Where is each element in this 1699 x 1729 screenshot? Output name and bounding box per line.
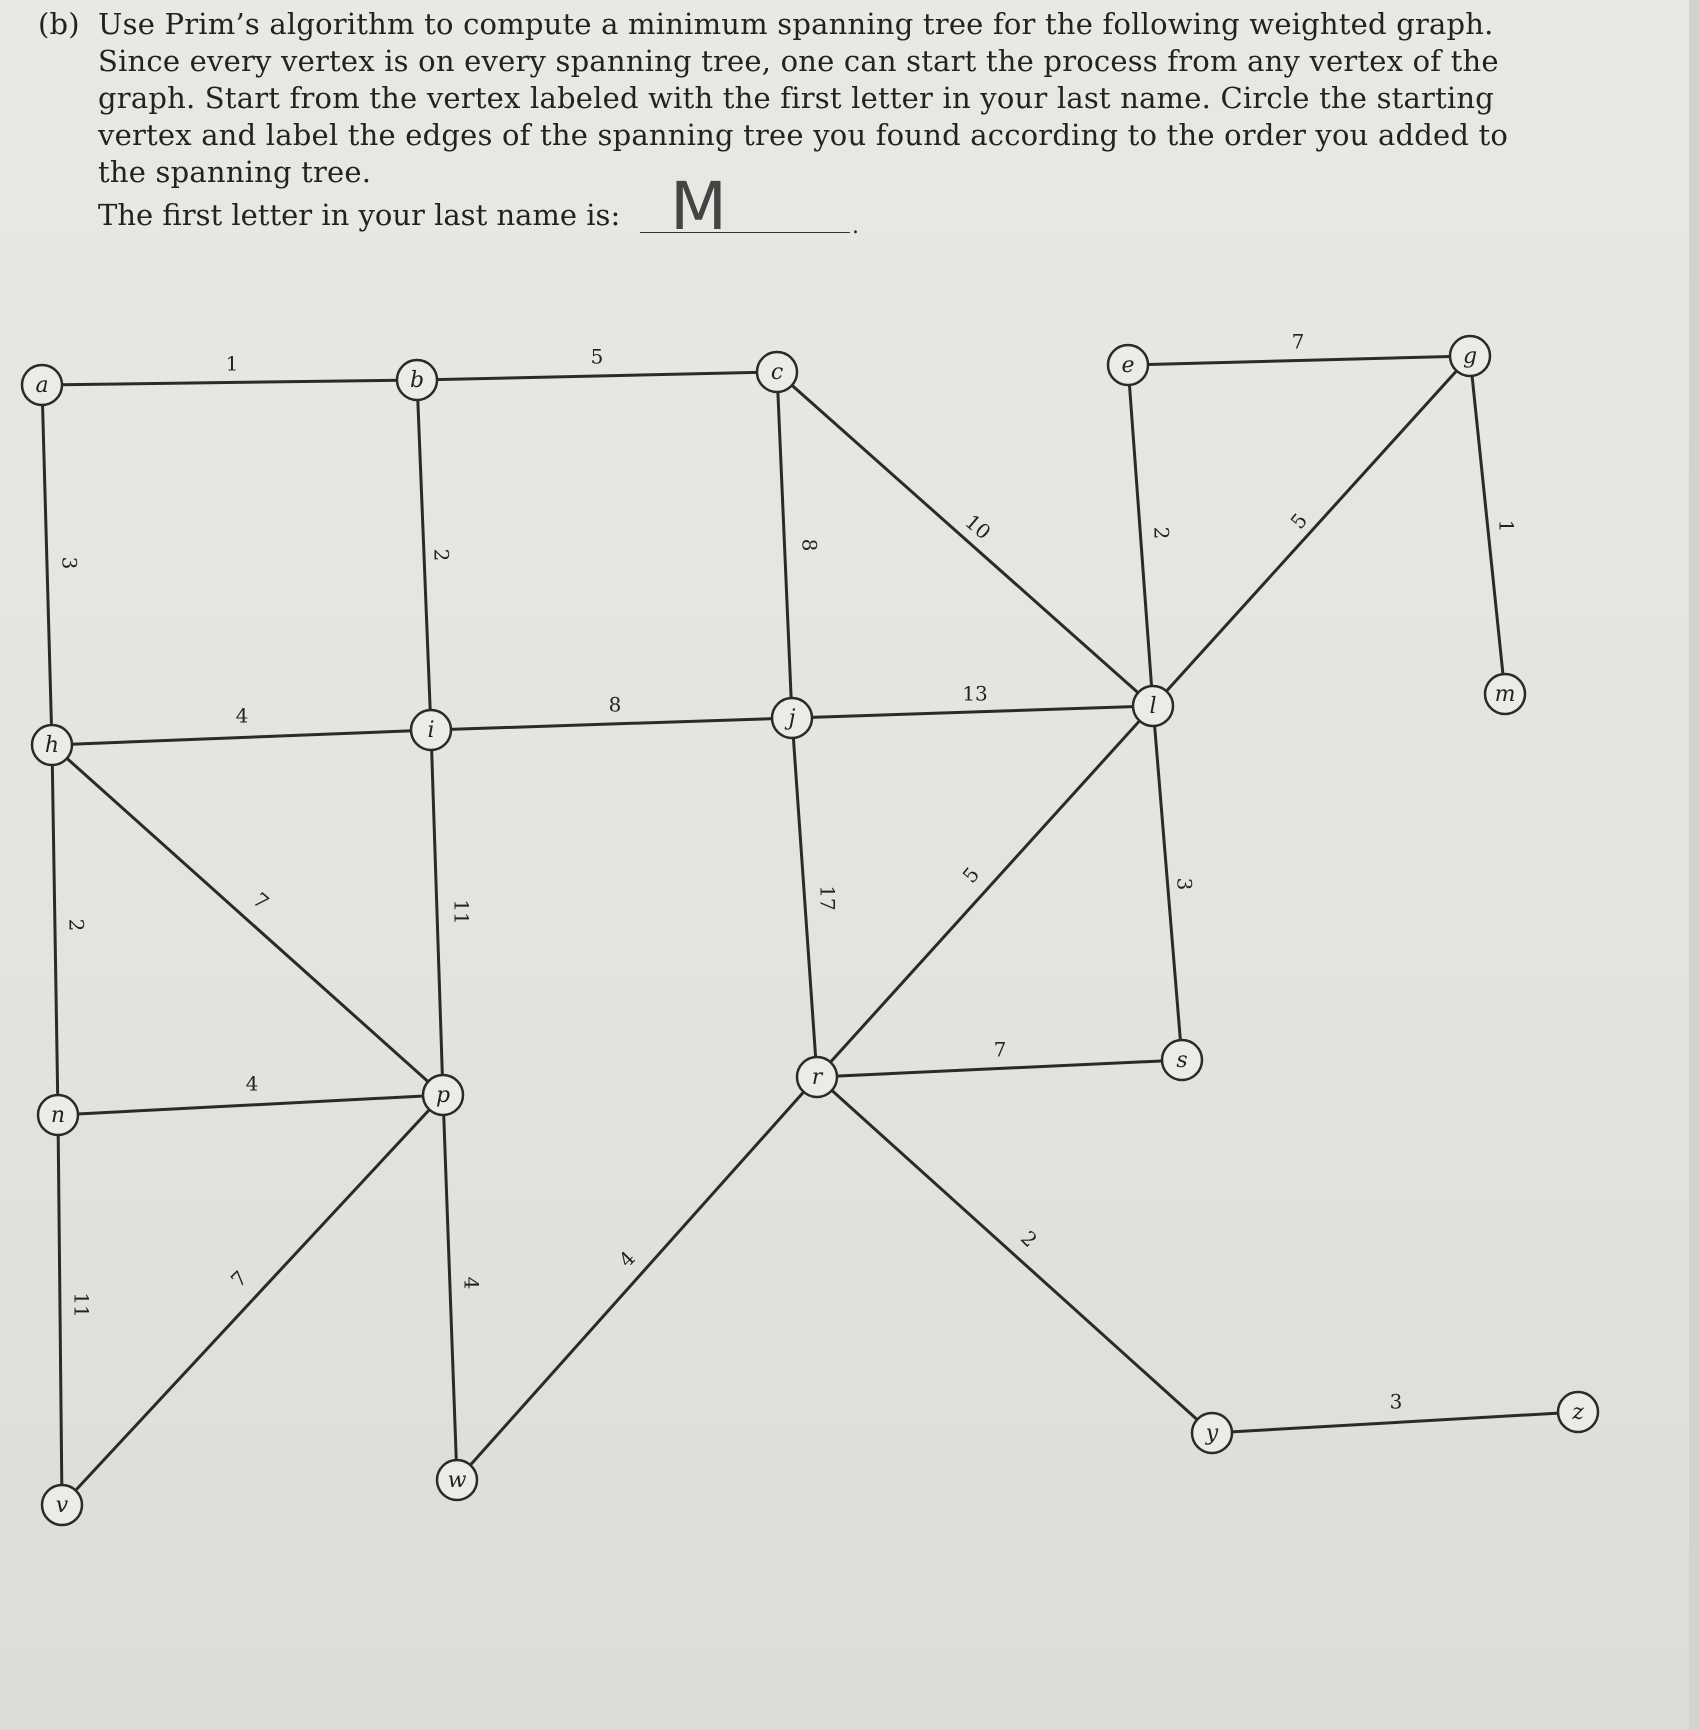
- edge-weight-j-l: 13: [962, 681, 988, 706]
- vertex-label-y: y: [1205, 1421, 1219, 1446]
- edge-weight-a-b: 1: [225, 351, 239, 376]
- vertex-label-r: r: [811, 1065, 823, 1090]
- vertex-label-e: e: [1121, 353, 1135, 378]
- edge-b-c: [417, 372, 777, 380]
- vertex-g: [1450, 336, 1490, 376]
- edge-j-l: [792, 706, 1153, 718]
- edge-i-p: [431, 730, 443, 1095]
- vertex-p: [423, 1075, 463, 1115]
- edge-weight-g-m: 1: [1494, 519, 1519, 533]
- edge-i-j: [431, 718, 792, 730]
- answer-prompt: The first letter in your last name is:: [98, 198, 621, 232]
- edge-weight-h-n: 2: [64, 918, 89, 932]
- edge-a-h: [42, 385, 52, 745]
- vertex-label-j: j: [788, 706, 796, 731]
- edge-h-p: [52, 745, 443, 1095]
- edge-e-g: [1128, 356, 1470, 365]
- problem-text: Use Prim’s algorithm to compute a minimum spanning tree for the following weighted graph. Since every vertex is on every spanning tree, one can start the process from any vertex of the graph. Start from the vertex labeled with the first letter in your last name. Circle the starting vertex and label the edges of the spanning tree you found according to the order you added to the spanning tree.: [98, 7, 1509, 189]
- vertex-label-s: s: [1176, 1048, 1188, 1073]
- edge-p-v: [62, 1095, 443, 1505]
- vertex-label-b: b: [409, 368, 425, 393]
- edge-b-i: [417, 380, 431, 730]
- answer-blank-period: .: [852, 214, 859, 239]
- edge-weight-e-g: 7: [1291, 329, 1305, 354]
- vertex-s: [1162, 1040, 1202, 1080]
- edge-r-s: [817, 1060, 1182, 1077]
- edge-weight-r-y: 2: [1016, 1225, 1043, 1252]
- vertex-y: [1192, 1413, 1232, 1453]
- edge-g-l: [1153, 356, 1470, 706]
- vertex-e: [1108, 345, 1148, 385]
- vertex-j: [772, 698, 812, 738]
- edge-weight-p-w: 4: [459, 1276, 484, 1290]
- vertex-label-w: w: [447, 1468, 467, 1493]
- edge-weight-c-j: 8: [797, 538, 822, 552]
- vertex-label-v: v: [55, 1493, 69, 1518]
- handwritten-answer: M: [670, 168, 725, 245]
- edge-weight-n-v: 11: [69, 1292, 94, 1318]
- edge-c-j: [777, 372, 792, 718]
- edge-c-l: [777, 372, 1153, 706]
- edge-p-w: [443, 1095, 457, 1480]
- edge-weight-r-s: 7: [993, 1037, 1007, 1062]
- edge-e-l: [1128, 365, 1153, 706]
- vertex-a: [22, 365, 62, 405]
- edge-weight-b-c: 5: [590, 344, 604, 369]
- vertex-z: [1558, 1392, 1598, 1432]
- edge-a-b: [42, 380, 417, 385]
- edge-n-v: [58, 1115, 62, 1505]
- vertex-label-i: i: [427, 718, 435, 743]
- edge-l-r: [817, 706, 1153, 1077]
- vertex-label-a: a: [35, 373, 49, 398]
- edge-weight-n-p: 4: [245, 1071, 259, 1096]
- edge-h-n: [52, 745, 58, 1115]
- edge-r-y: [817, 1077, 1212, 1433]
- edge-weight-j-r: 17: [815, 885, 840, 911]
- edge-h-i: [52, 730, 431, 745]
- edge-y-z: [1212, 1412, 1578, 1433]
- vertex-i: [411, 710, 451, 750]
- vertex-w: [437, 1460, 477, 1500]
- problem-label: (b): [38, 7, 80, 41]
- vertex-r: [797, 1057, 837, 1097]
- vertex-label-h: h: [44, 733, 60, 758]
- vertex-label-g: g: [1462, 344, 1478, 369]
- edge-weight-y-z: 3: [1389, 1389, 1403, 1414]
- graph-edge-weights: [58, 330, 1519, 1414]
- edge-n-p: [58, 1095, 443, 1115]
- vertex-m: [1485, 674, 1525, 714]
- edge-weight-h-i: 4: [235, 703, 249, 728]
- edge-weight-l-s: 3: [1172, 877, 1197, 891]
- vertex-label-n: n: [50, 1103, 66, 1128]
- edge-weight-e-l: 2: [1149, 526, 1174, 540]
- vertex-v: [42, 1485, 82, 1525]
- edge-weight-i-j: 8: [608, 692, 622, 717]
- edge-weight-g-l: 5: [1285, 508, 1313, 534]
- edge-weight-i-p: 11: [449, 899, 474, 925]
- vertex-label-p: p: [435, 1083, 451, 1108]
- edge-w-r: [457, 1077, 817, 1480]
- vertex-label-l: l: [1149, 694, 1157, 719]
- edge-weight-p-v: 7: [225, 1265, 252, 1292]
- vertex-h: [32, 725, 72, 765]
- vertex-label-z: z: [1572, 1400, 1584, 1425]
- edge-weight-b-i: 2: [429, 548, 454, 562]
- edge-j-r: [792, 718, 817, 1077]
- edge-weight-w-r: 4: [613, 1245, 640, 1272]
- vertex-n: [38, 1095, 78, 1135]
- vertex-c: [757, 352, 797, 392]
- edge-weight-l-r: 5: [957, 862, 985, 888]
- edge-weight-c-l: 10: [960, 509, 996, 545]
- vertex-label-c: c: [770, 360, 784, 385]
- vertex-label-m: m: [1494, 682, 1516, 707]
- vertex-b: [397, 360, 437, 400]
- edge-weight-a-h: 3: [57, 556, 82, 570]
- graph-edges: [42, 356, 1578, 1505]
- edge-weight-h-p: 7: [248, 887, 274, 915]
- vertex-l: [1133, 686, 1173, 726]
